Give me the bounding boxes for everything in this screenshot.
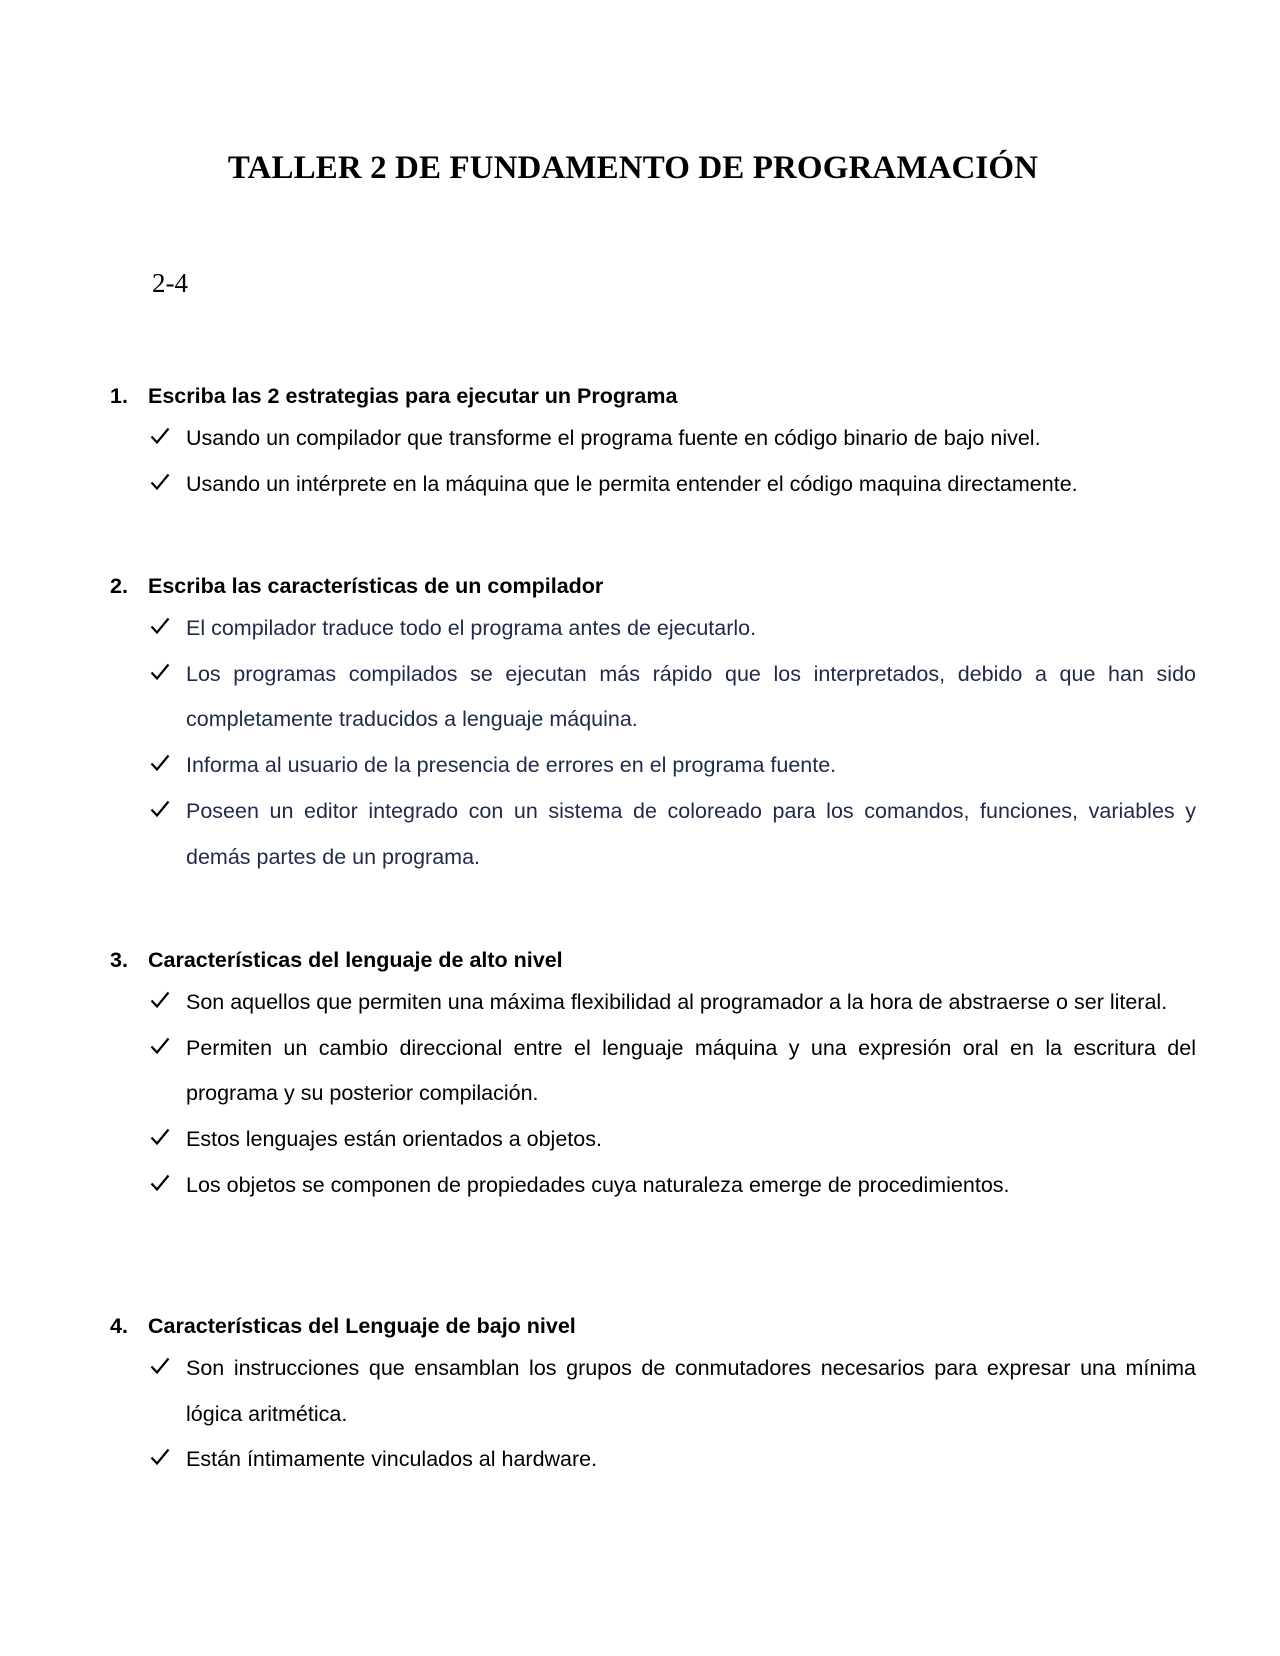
question-heading: [110, 566, 1196, 606]
check-icon: [150, 416, 172, 461]
answer-text: Poseen un editor integrado con un sistema de coloreado para los comandos, funciones, variables y demás partes de un programa.: [186, 798, 1196, 869]
answer-list: [110, 1346, 1196, 1483]
answer-item: [110, 652, 1196, 743]
check-icon: [150, 743, 172, 788]
answer-item: [110, 1346, 1196, 1437]
answer-list: [110, 606, 1196, 880]
question-text: Escriba las 2 estrategias para ejecutar un Programa: [148, 384, 678, 408]
group-code: 2-4: [152, 268, 188, 298]
question-text: Características del lenguaje de alto nivel: [148, 948, 563, 972]
answer-text: Estos lenguajes están orientados a objetos.: [186, 1127, 602, 1152]
question-text: Características del Lenguaje de bajo nivel: [148, 1314, 576, 1338]
answer-text: Los objetos se componen de propiedades cuya naturaleza emerge de procedimientos.: [186, 1172, 1010, 1197]
question-text: Escriba las características de un compilador: [148, 574, 604, 598]
document-title: TALLER 2 DE FUNDAMENTO DE PROGRAMACIÓN: [227, 150, 1039, 186]
answer-text: Los programas compilados se ejecutan más rápido que los interpretados, debido a que han sido completamente traducidos a lenguaje máquina.: [186, 661, 1196, 732]
question-section-4: [110, 1306, 1196, 1483]
answer-text: El compilador traduce todo el programa antes de ejecutarlo.: [186, 616, 757, 640]
answer-list: [110, 980, 1196, 1209]
answer-text: Usando un compilador que transforme el programa fuente en código binario de bajo nivel.: [186, 426, 1041, 450]
answer-item: [110, 1117, 1196, 1163]
answer-item: [110, 743, 1196, 789]
check-icon: [150, 606, 172, 651]
answer-item: [110, 416, 1196, 462]
answer-item: [110, 462, 1196, 508]
check-icon: [150, 652, 172, 697]
question-section-1: [110, 376, 1196, 507]
check-icon: [150, 1026, 172, 1071]
check-icon: [150, 1117, 172, 1162]
question-number: 2.: [110, 574, 128, 598]
answer-text: Están íntimamente vinculados al hardware.: [186, 1447, 598, 1472]
question-heading: [110, 376, 1196, 416]
check-icon: [150, 980, 172, 1025]
question-number: 4.: [110, 1314, 128, 1338]
answer-item: [110, 1437, 1196, 1483]
answer-item: [110, 606, 1196, 652]
check-icon: [150, 1346, 172, 1391]
answer-item: [110, 1026, 1196, 1117]
question-section-2: [110, 566, 1196, 880]
question-number: 1.: [110, 384, 128, 408]
answer-item: [110, 980, 1196, 1026]
check-icon: [150, 1437, 172, 1482]
answer-item: [110, 1163, 1196, 1209]
question-heading: [110, 940, 1196, 980]
question-section-3: [110, 940, 1196, 1209]
answer-item: [110, 789, 1196, 880]
answer-text: Son aquellos que permiten una máxima flexibilidad al programador a la hora de abstraerse o ser literal.: [186, 990, 1168, 1014]
check-icon: [150, 1163, 172, 1208]
question-heading: [110, 1306, 1196, 1346]
check-icon: [150, 462, 172, 507]
answer-text: Son instrucciones que ensamblan los grupos de conmutadores necesarios para expresar una mínima lógica aritmética.: [186, 1356, 1196, 1426]
answer-list: [110, 416, 1196, 507]
check-icon: [150, 789, 172, 834]
answer-text: Usando un intérprete en la máquina que le permita entender el código maquina directamente.: [186, 471, 1078, 496]
answer-text: Permiten un cambio direccional entre el lenguaje máquina y una expresión oral en la escritura del programa y su posterior compilación.: [186, 1035, 1196, 1106]
question-number: 3.: [110, 948, 128, 972]
answer-text: Informa al usuario de la presencia de errores en el programa fuente.: [186, 753, 837, 778]
